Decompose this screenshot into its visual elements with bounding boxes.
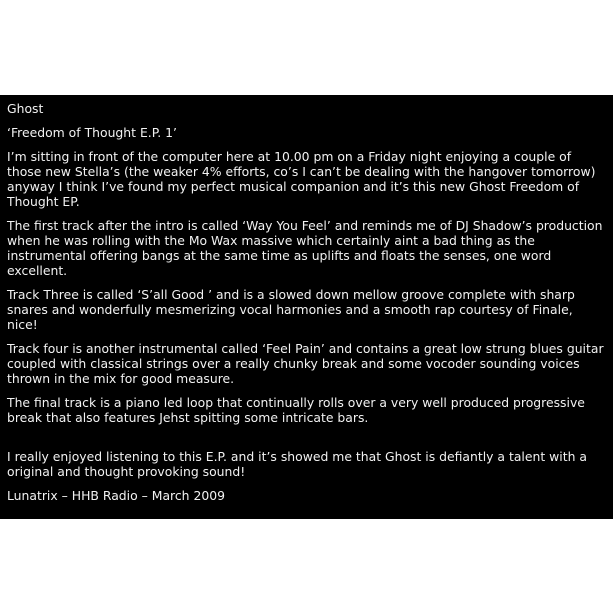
review-paragraph-track-one: The first track after the intro is called ‘Way You Feel’ and reminds me of DJ Shadow’s production when he was rolling with the Mo Wax massive which certainly aint a bad thing as the instrumental offering bangs at the same time as uplifts and floats the senses, one word excellent. [7, 218, 603, 278]
review-panel [0, 95, 613, 519]
review-paragraph-intro: I’m sitting in front of the computer here at 10.00 pm on a Friday night enjoying a couple of those new Stella’s (the weaker 4% efforts, co’s I can’t be dealing with the hangover tomorrow) anyway I think I’ve found my perfect musical companion and it’s this new Ghost Freedom of Thought EP. [7, 149, 596, 209]
release-title: ‘Freedom of Thought E.P. 1’ [7, 125, 177, 140]
review-paragraph-track-four: Track four is another instrumental called ‘Feel Pain’ and contains a great low strung blues guitar coupled with classical strings over a really chunky break and some vocoder sounding voices thrown in the mix for good measure. [7, 341, 604, 386]
review-signature: Lunatrix – HHB Radio – March 2009 [7, 488, 225, 503]
artist-name: Ghost [7, 101, 44, 116]
review-paragraph-final-track: The final track is a piano led loop that continually rolls over a very well produced progressive break that also features Jehst spitting some intricate bars. [7, 395, 585, 425]
review-paragraph-conclusion: I really enjoyed listening to this E.P. and it’s showed me that Ghost is defiantly a talent with a original and thought provoking sound! [7, 449, 587, 479]
review-paragraph-track-three: Track Three is called ‘S’all Good ’ and is a slowed down mellow groove complete with sharp snares and wonderfully mesmerizing vocal harmonies and a smooth rap courtesy of Finale, nice! [7, 287, 575, 332]
